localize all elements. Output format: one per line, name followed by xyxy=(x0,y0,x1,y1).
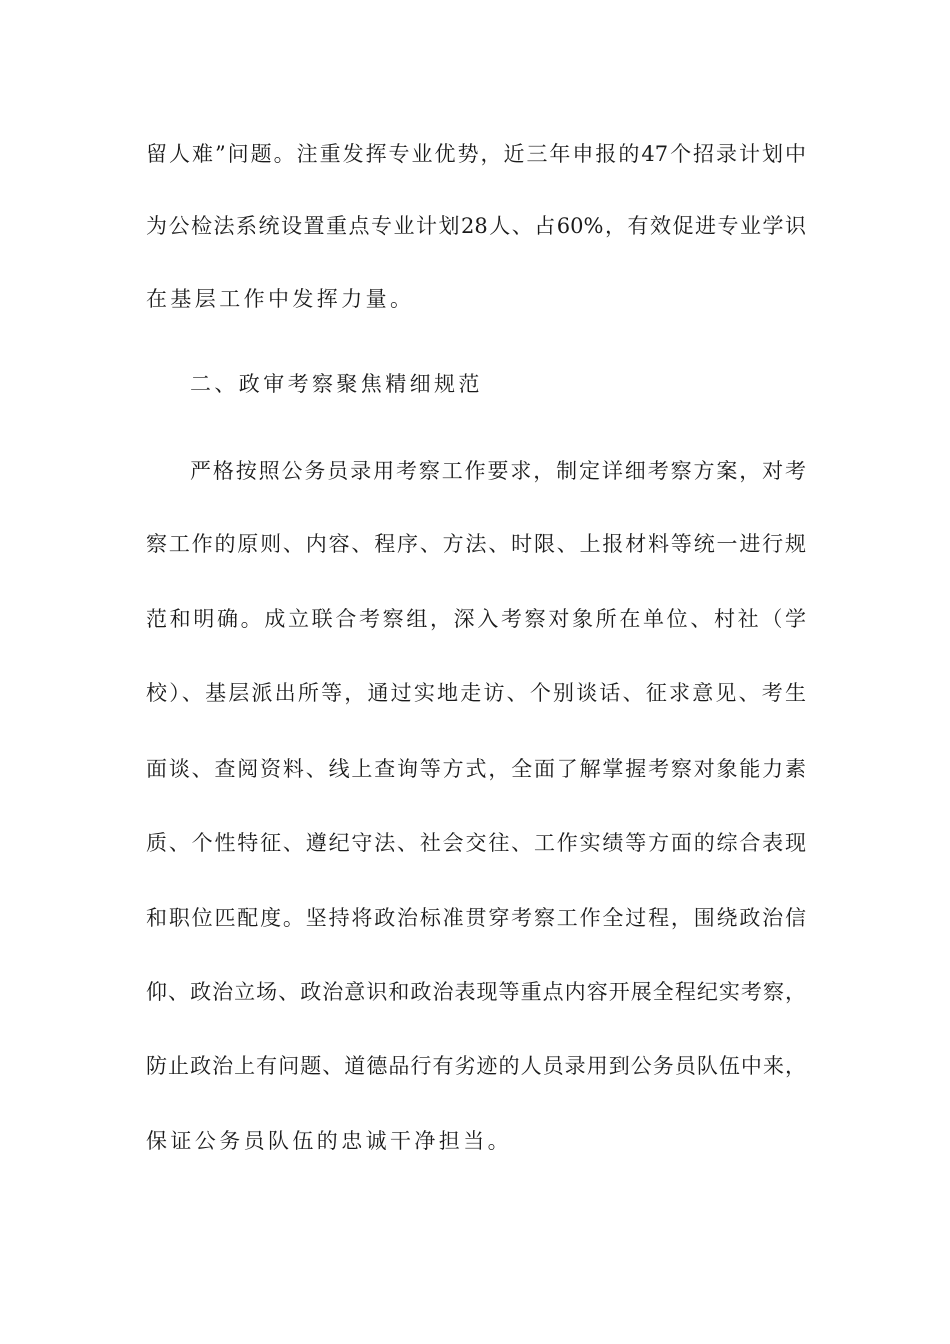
paragraph-2-line-10: 保证公务员队伍的忠诚干净担当。 xyxy=(146,1129,512,1153)
paragraph-2-line-9: 防止政治上有问题、道德品行有劣迹的人员录用到公务员队伍中来， xyxy=(146,1054,806,1078)
section-heading: 二、政审考察聚焦精细规范 xyxy=(190,372,483,396)
paragraph-2-line-5: 面谈、查阅资料、线上查询等方式，全面了解掌握考察对象能力素 xyxy=(146,757,806,781)
paragraph-2-line-2: 察工作的原则、内容、程序、方法、时限、上报材料等统一进行规 xyxy=(146,532,806,556)
paragraph-2-line-7: 和职位匹配度。坚持将政治标准贯穿考察工作全过程，围绕政治信 xyxy=(146,906,806,930)
paragraph-1-line-1: 留人难”问题。注重发挥专业优势，近三年申报的47个招录计划中 xyxy=(146,142,806,166)
paragraph-2-line-8: 仰、政治立场、政治意识和政治表现等重点内容开展全程纪实考察， xyxy=(146,980,806,1004)
paragraph-1-line-2: 为公检法系统设置重点专业计划28人、占60%，有效促进专业学识 xyxy=(146,214,806,238)
paragraph-2-line-3: 范和明确。成立联合考察组，深入考察对象所在单位、村社（学 xyxy=(146,607,806,631)
paragraph-2-line-1: 严格按照公务员录用考察工作要求，制定详细考察方案，对考 xyxy=(190,459,806,483)
paragraph-2-line-4: 校）、基层派出所等，通过实地走访、个别谈话、征求意见、考生 xyxy=(146,681,806,705)
paragraph-2-line-6: 质、个性特征、遵纪守法、社会交往、工作实绩等方面的综合表现 xyxy=(146,831,806,855)
paragraph-1-line-3: 在基层工作中发挥力量。 xyxy=(146,287,415,311)
